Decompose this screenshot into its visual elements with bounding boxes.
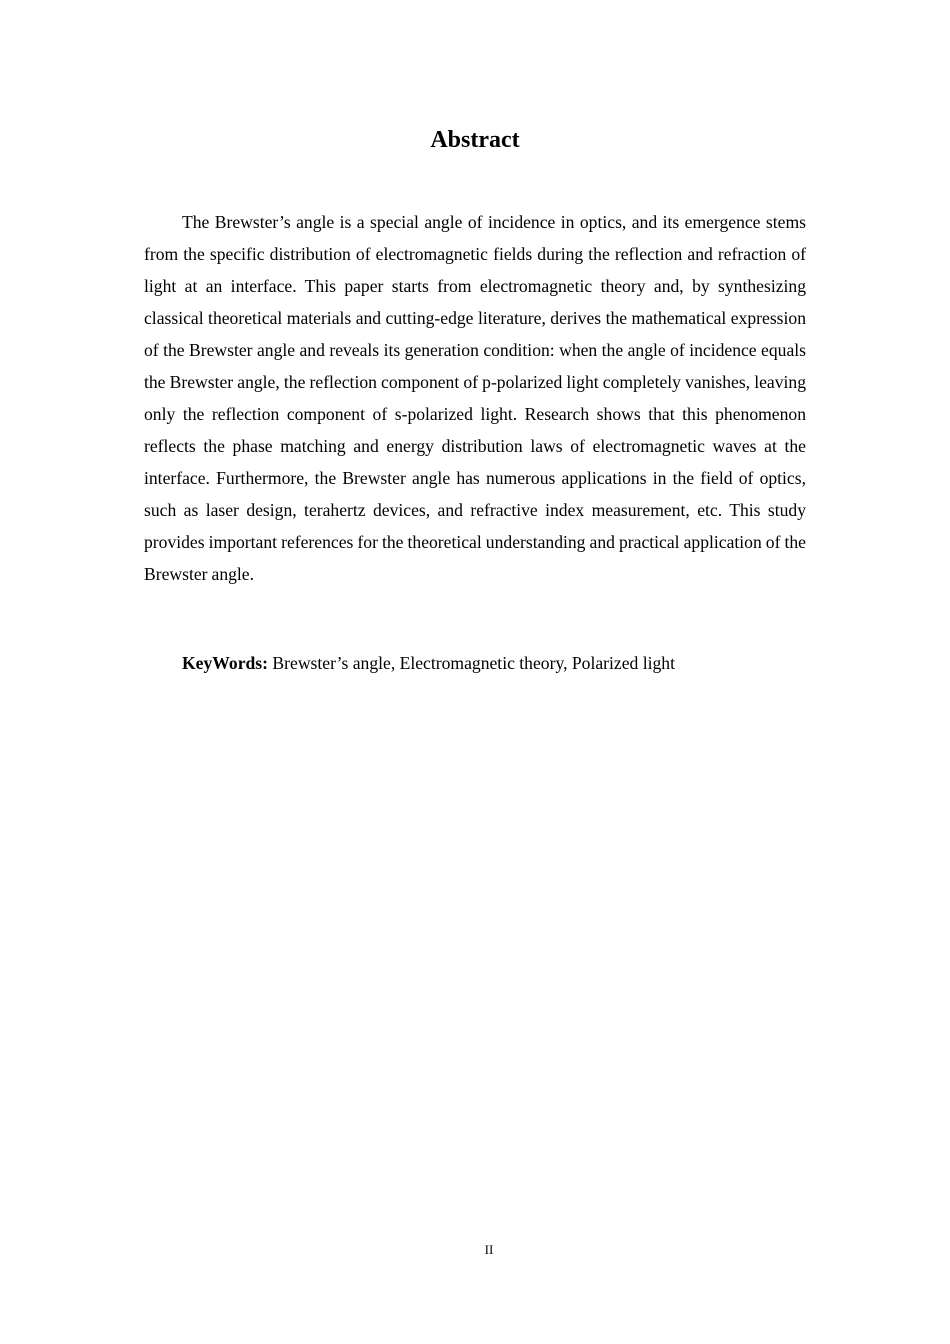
keywords-line [182,647,806,679]
page-number: II [484,1242,494,1257]
keywords-text: Brewster’s angle, Electromagnetic theory, Polarized light [272,653,675,673]
keywords-label: KeyWords: [182,653,269,673]
page-title: Abstract [430,127,520,153]
abstract-paragraph: The Brewster’s angle is a special angle of incidence in optics, and its emergence stems from the specific distribution of electromagnetic fields during the reflection and refraction of light at an interface. This paper starts from electromagnetic theory and, by synthesizing classical theoretical materials and cutting-edge literature, derives the mathematical expression of the Brewster angle and reveals its generation condition: when the angle of incidence equals the Brewster angle, the reflection component of p-polarized light completely vanishes, leaving only the reflection component of s-polarized light. Research shows that this phenomenon reflects the phase matching and energy distribution laws of electromagnetic waves at the interface. Furthermore, the Brewster angle has numerous applications in the field of optics, such as laser design, terahertz devices, and refractive index measurement, etc. This study provides important references for the theoretical understanding and practical application of the Brewster angle. [144,212,806,584]
